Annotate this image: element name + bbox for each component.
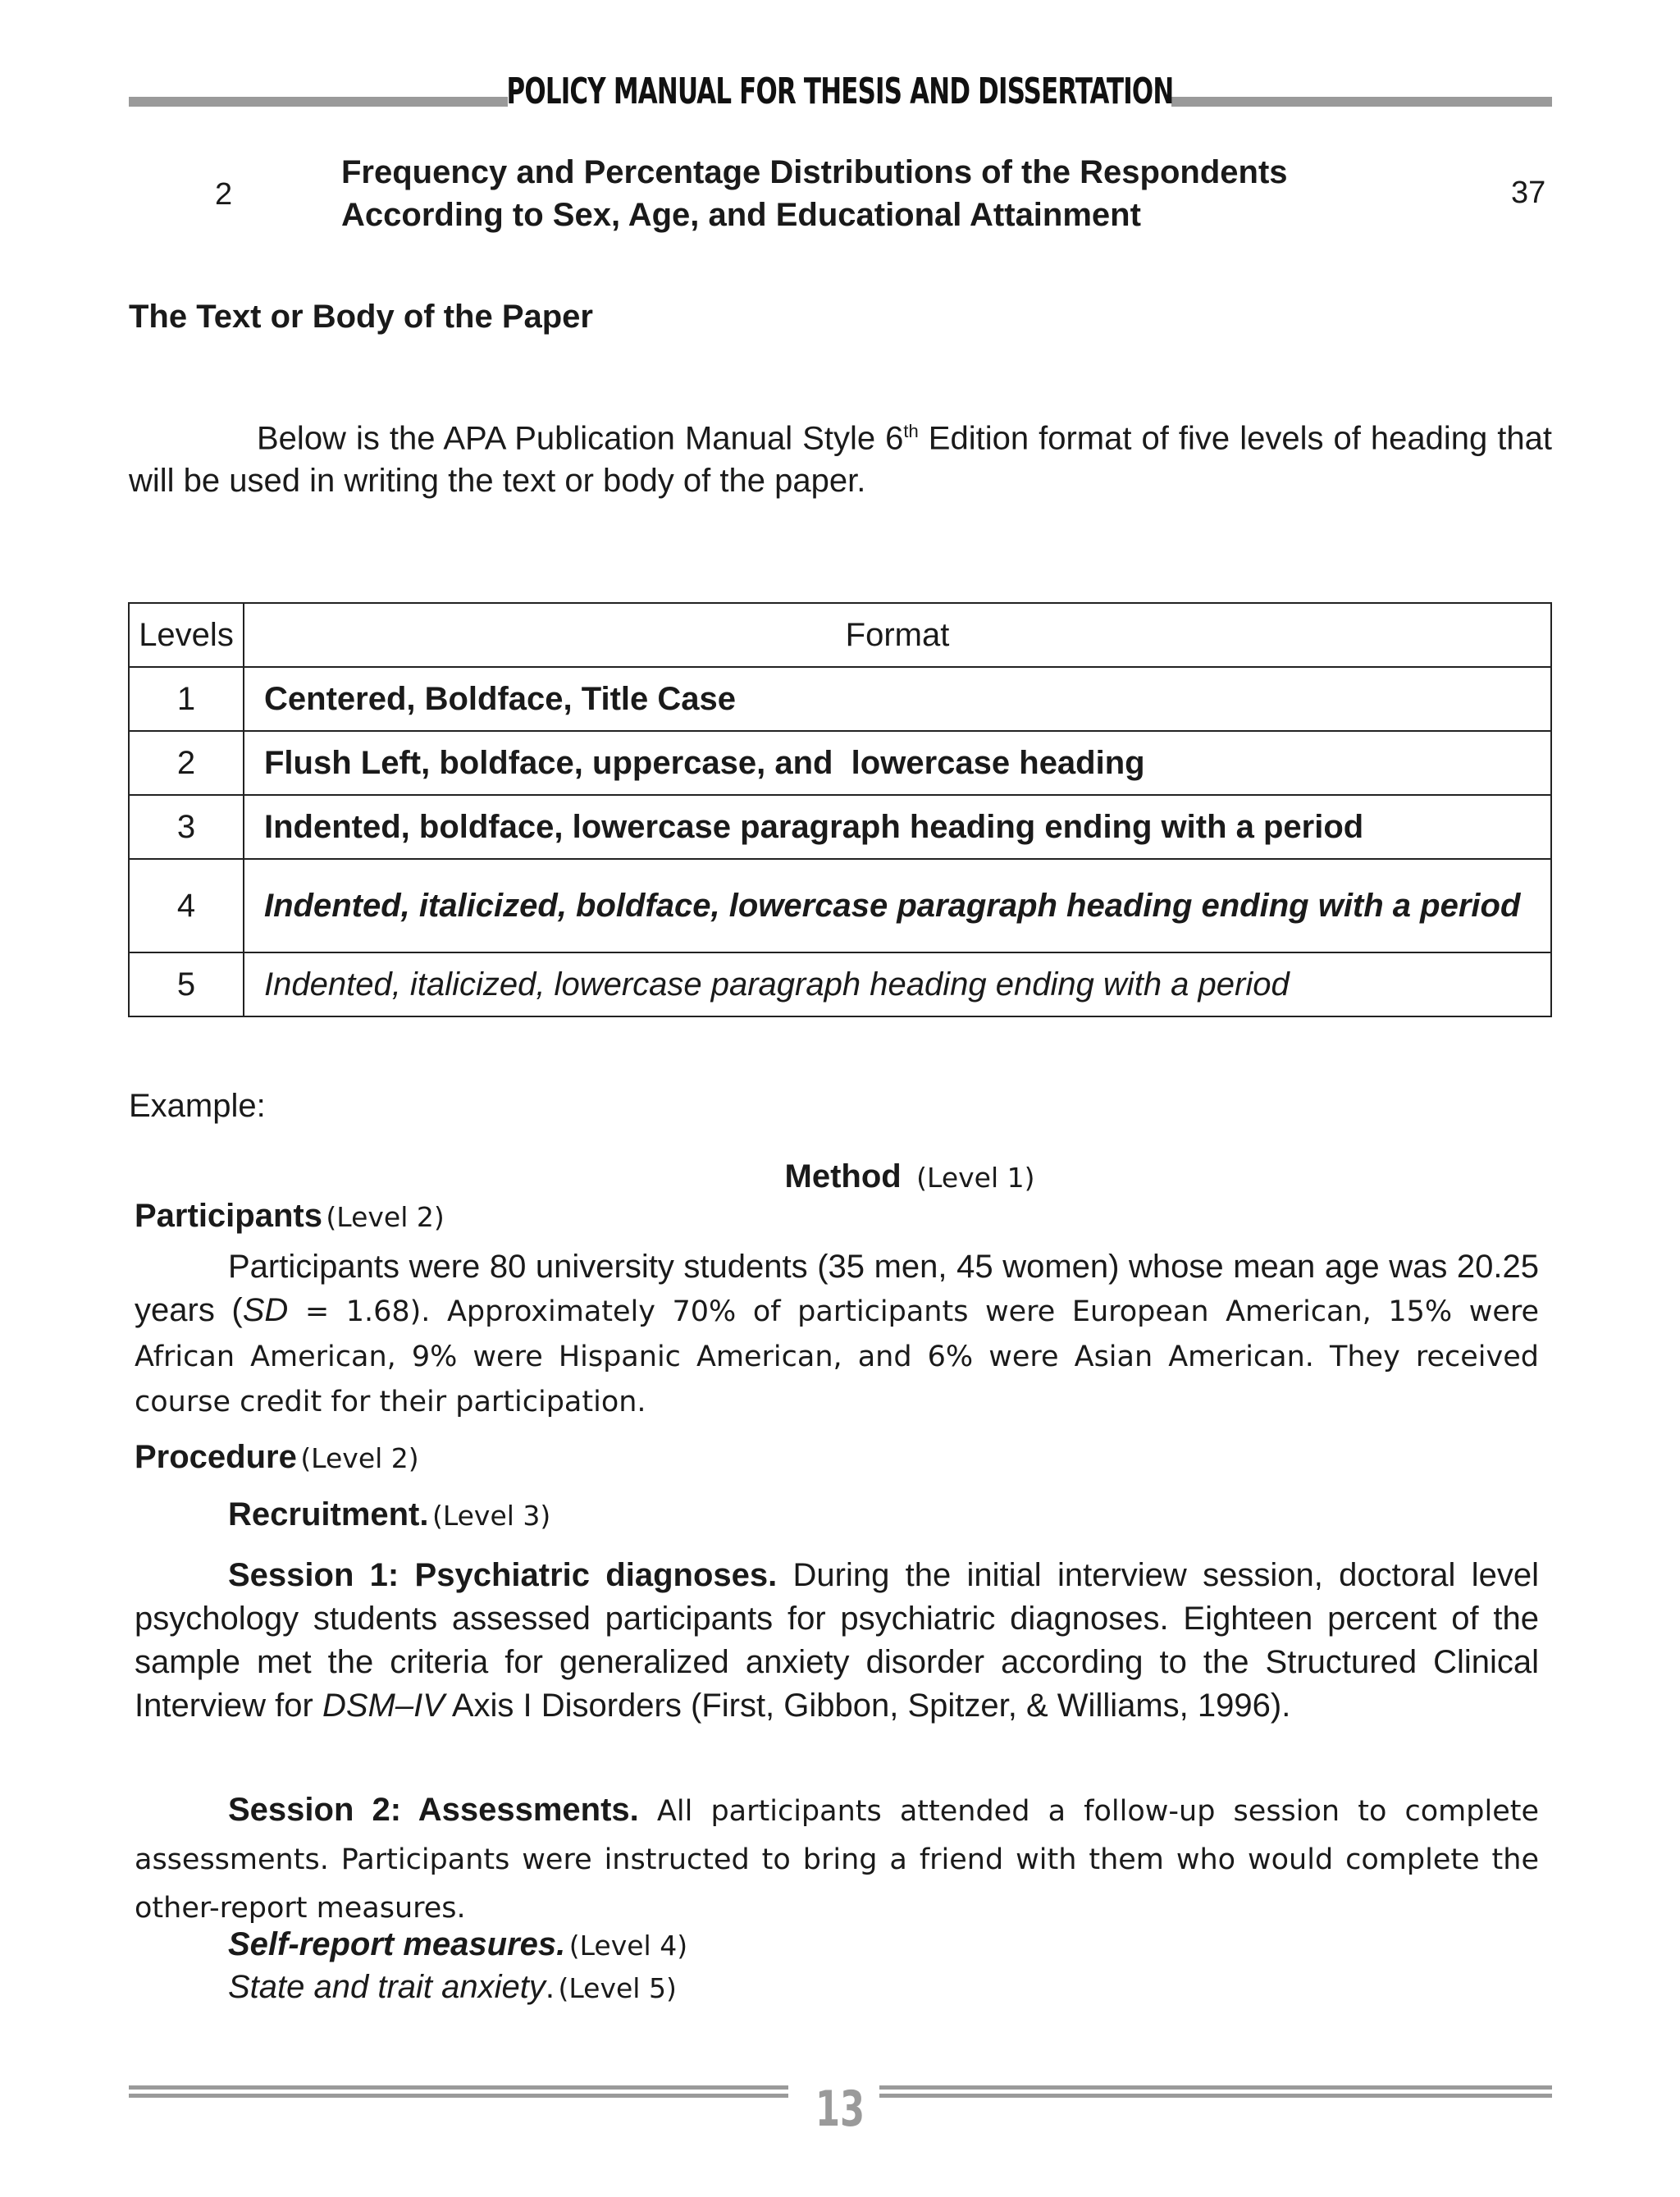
- participants-text2: = 1.68). Approximately 70% of participants were European American, 15% were African American, 9% were Hispanic American, and 6% were Asian American. They received course credit for their participation.: [135, 1295, 1540, 1418]
- state-anxiety-period: .: [545, 1969, 555, 2005]
- session1-text1: During the initial interview session, doctoral level psychology students assessed participants for psychiatric diagnoses. Eighteen percent of the sample met the criteria for generalized anxiety disorder according to the Structured Clinical Interview for: [135, 1557, 1539, 1724]
- recruitment-heading: Recruitment.: [228, 1496, 429, 1532]
- participants-level-note: (Level 2): [326, 1201, 445, 1233]
- procedure-heading: Procedure: [135, 1439, 297, 1475]
- participants-text1: Participants were 80 university students (35 men, 45 women) whose mean age was 20.25 years (: [135, 1249, 1539, 1328]
- level-format: Indented, boldface, lowercase paragraph heading ending with a period: [244, 795, 1551, 859]
- session2-heading: Session 2: Assessments.: [228, 1792, 639, 1828]
- state-anxiety-heading-line: [228, 1969, 677, 2006]
- intro-superscript: th: [903, 421, 919, 441]
- recruitment-heading-line: [228, 1496, 550, 1533]
- selfreport-heading: Self-report measures.: [228, 1926, 566, 1962]
- toc-entry-title-line1: Frequency and Percentage Distributions of the Respondents: [341, 154, 1288, 190]
- level-number: 2: [129, 731, 244, 795]
- table-row: [129, 795, 1551, 859]
- procedure-level-note: (Level 2): [300, 1442, 419, 1474]
- participants-heading-line: [135, 1198, 445, 1235]
- level-format: Indented, italicized, boldface, lowercase paragraph heading ending with a period: [244, 859, 1551, 952]
- table-row: [129, 731, 1551, 795]
- session1-dsm: DSM–IV: [322, 1688, 445, 1724]
- level-number: 3: [129, 795, 244, 859]
- toc-entry-title-line2: According to Sex, Age, and Educational Attainment: [341, 197, 1141, 233]
- table-header-levels: Levels: [129, 603, 244, 667]
- section-title: The Text or Body of the Paper: [129, 299, 593, 335]
- state-anxiety-level-note: (Level 5): [558, 1972, 677, 2004]
- toc-entry-title: [341, 151, 1424, 236]
- table-header-format: Format: [244, 603, 1551, 667]
- level-format: Indented, italicized, lowercase paragraph heading ending with a period: [244, 952, 1551, 1016]
- session1-heading: Session 1: Psychiatric diagnoses.: [228, 1557, 778, 1593]
- procedure-heading-line: [135, 1439, 419, 1476]
- session1-paragraph: [135, 1554, 1539, 1728]
- session2-text: All participants attended a follow-up session to complete assessments. Participants were instructed to bring a friend with them who would complete the other-report measures.: [135, 1795, 1540, 1925]
- table-row: [129, 859, 1551, 952]
- table-row: [129, 952, 1551, 1016]
- toc-entry-number: 2: [215, 177, 233, 212]
- level-format: Centered, Boldface, Title Case: [244, 667, 1551, 731]
- example-label: Example:: [129, 1088, 266, 1124]
- level-number: 1: [129, 667, 244, 731]
- state-anxiety-heading: State and trait anxiety: [228, 1969, 546, 2005]
- method-level-note: (Level 1): [916, 1162, 1035, 1194]
- participants-paragraph: [135, 1245, 1539, 1424]
- recruitment-level-note: (Level 3): [431, 1500, 551, 1532]
- selfreport-level-note: (Level 4): [568, 1930, 688, 1962]
- level-format: Flush Left, boldface, uppercase, and lowercase heading: [244, 731, 1551, 795]
- selfreport-heading-line: [228, 1926, 687, 1963]
- table-header-row: [129, 603, 1551, 667]
- toc-entry-page: 37: [1511, 176, 1546, 210]
- page-number: 13: [815, 2081, 865, 2138]
- intro-paragraph: [129, 410, 1552, 502]
- level-number: 4: [129, 859, 244, 952]
- heading-levels-table: [128, 602, 1552, 1017]
- participants-heading: Participants: [135, 1198, 322, 1234]
- intro-text-part1: Below is the APA Publication Manual Style 6: [257, 420, 904, 457]
- running-header-title: POLICY MANUAL FOR THESIS AND DISSERTATION: [506, 71, 1174, 112]
- session2-paragraph: [135, 1788, 1539, 1935]
- method-heading-line: [0, 1158, 1680, 1195]
- participants-sd: SD: [242, 1292, 289, 1328]
- level-number: 5: [129, 952, 244, 1016]
- method-heading: Method: [784, 1158, 902, 1194]
- session1-text2: Axis I Disorders (First, Gibbon, Spitzer, & Williams, 1996).: [444, 1688, 1291, 1724]
- table-row: [129, 667, 1551, 731]
- intro-text-part2: Edition format of five levels of heading that will be used in writing the text or body of the paper.: [129, 420, 1552, 500]
